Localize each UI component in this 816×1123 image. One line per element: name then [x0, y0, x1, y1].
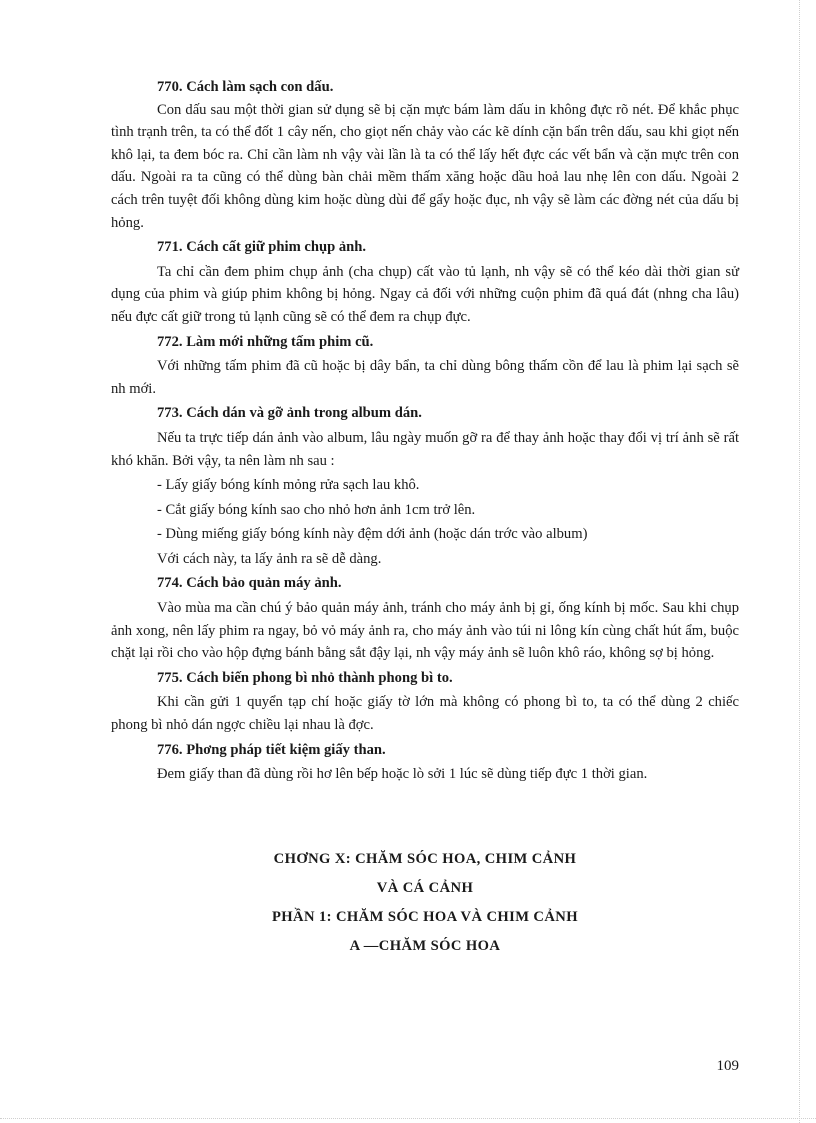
- section-paragraph: Nếu ta trực tiếp dán ảnh vào album, lâu ngày muốn gỡ ra để thay ảnh hoặc thay đổi vị trí ảnh sẽ rất khó khăn. Bởi vậy, ta nên làm nh sau :: [111, 429, 739, 469]
- part-title: PHẦN 1: CHĂM SÓC HOA VÀ CHIM CẢNH: [271, 909, 578, 925]
- section-paragraph: Đem giấy than đã dùng rồi hơ lên bếp hoặc lò sởi 1 lúc sẽ dùng tiếp đực 1 thời gian.: [157, 766, 648, 783]
- section-heading: 776. Phơng pháp tiết kiệm giấy than.: [157, 741, 386, 758]
- chapter-title: CHƠNG X: CHĂM SÓC HOA, CHIM CẢNH: [273, 851, 577, 867]
- section-heading: 773. Cách dán và gỡ ảnh trong album dán.: [157, 405, 422, 422]
- section-paragraph: Vào mùa ma cần chú ý bảo quản máy ảnh, tránh cho máy ảnh bị gỉ, ống kính bị mốc. Sau khi chụp ảnh xong, nên lấy phim ra ngay, bỏ vỏ máy ảnh ra, cho máy ảnh vào túi ni lông kín cùng chất hút ẩm, buộc chặt lại rồi cho vào hộp đựng bánh bằng sắt đậy lại, nh vậy máy ảnh sẽ luôn khô ráo, không sợ bị hỏng.: [111, 600, 739, 662]
- list-item: - Lấy giấy bóng kính mỏng rửa sạch lau khô.: [157, 477, 420, 494]
- section-heading: 770. Cách làm sạch con dấu.: [157, 79, 334, 95]
- body-text: [111, 76, 739, 786]
- chapter-heading: [111, 845, 739, 961]
- section-heading: 775. Cách biến phong bì nhỏ thành phong bì to.: [157, 669, 453, 686]
- list-item: - Cắt giấy bóng kính sao cho nhỏ hơn ảnh 1cm trở lên.: [157, 501, 476, 518]
- chapter-subtitle: VÀ CÁ CẢNH: [376, 880, 474, 896]
- list-item: - Dùng miếng giấy bóng kính này đệm dới ảnh (hoặc dán trớc vào album): [157, 526, 588, 543]
- section-paragraph: Với những tấm phim đã cũ hoặc bị dây bẩn, ta chỉ dùng bông thấm cồn để lau là phim lại sạch sẽ nh mới.: [111, 358, 739, 397]
- section-paragraph: Khi cần gửi 1 quyển tạp chí hoặc giấy tờ lớn mà không có phong bì to, ta có thể dùng 2 chiếc phong bì nhỏ dán ngợc chiều lại nhau là đợc.: [111, 694, 739, 734]
- section-paragraph: Con dấu sau một thời gian sử dụng sẽ bị cặn mực bám làm dấu in không đực rõ nét. Để khắc phục tình trạnh trên, ta có thể đốt 1 cây nến, cho giọt nến chảy vào các kẽ dính cặn bẩn trên dấu, sau khi giọt nến khô lại, ta đem bóc ra. Chỉ cần làm nh vậy vài lần là ta có thể lấy hết đực các vết bẩn và cặn mực trên con dấu. Ngoài ra ta cũng có thể dùng bàn chải mềm thấm xăng hoặc dầu hoả lau nhẹ lên con dấu. Ngoài 2 cách trên tuyệt đối không dùng kim hoặc dùng dùi để gẩy hoặc đục, nh vậy sẽ làm các đờng nét của dấu bị hỏng.: [111, 101, 739, 231]
- section-closing: Với cách này, ta lấy ảnh ra sẽ dễ dàng.: [157, 550, 382, 567]
- page-edge-bottom: [0, 1118, 816, 1119]
- section-heading: 772. Làm mới những tấm phim cũ.: [157, 333, 374, 350]
- page-edge-right: [799, 0, 800, 1123]
- subsection-title: A —CHĂM SÓC HOA: [349, 938, 501, 954]
- section-paragraph: Ta chỉ cần đem phim chụp ảnh (cha chụp) cất vào tủ lạnh, nh vậy sẽ có thể kéo dài thời gian sử dụng của phim và giúp phim không bị hỏng. Ngay cả đối với những cuộn phim đã quá đát (nhng cha lâu) nếu đực cất giữ trong tủ lạnh cũng sẽ có thể đem ra chụp đực.: [111, 263, 739, 325]
- section-heading: 774. Cách bảo quản máy ảnh.: [157, 575, 342, 592]
- page-number: 109: [716, 1058, 739, 1074]
- section-heading: 771. Cách cất giữ phim chụp ảnh.: [157, 239, 367, 256]
